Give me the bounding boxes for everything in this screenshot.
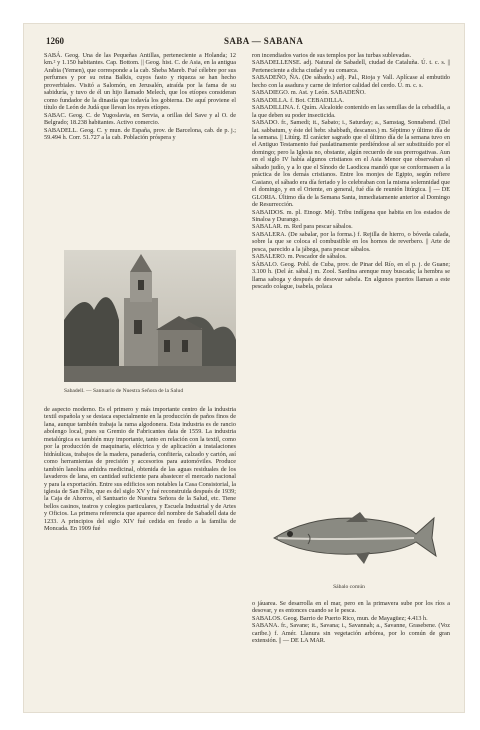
photo-caption: Sabadell. — Santuario de Nuestra Señora de la Salud (64, 388, 184, 392)
entry-sabadell: SABADELL. Geog. C. y mun. de España, prov. de Barcelona, cab. de p. j.; 59.494 h. Corr. 51.727 a la cab. Población próspera y (44, 126, 236, 141)
entry-sabana: SABANA. fr., Savane; it., Savana; i., Savannah; a., Savanne, Grasebene. (Voz caribe.) f. Amér. Llanura sin vegetación arbórea, por lo común de gran extensión. || — DE LA MAR. (252, 622, 450, 645)
church-image (64, 250, 236, 382)
book-page (24, 24, 464, 712)
left-column (44, 52, 236, 141)
page-number: 1260 (46, 36, 64, 46)
right-column (252, 52, 450, 291)
entry-sabac: SABAC. Geog. C. de Yugoslavia, en Servia, a orillas del Save y al O. de Belgrado; 18.238 habitantes. Activo comercio. (44, 111, 236, 127)
entry-continued: ron incendiados varios de sus templos por las turbas sublevadas. (252, 52, 412, 59)
entry-sabadillina: SABADILLINA. f. Quím. Alcaloide contenido en las semillas de la cebadilla, a la que deben su poder insecticida. (252, 104, 450, 119)
fish-caption: Sábalo común (333, 584, 365, 588)
left-column-continued (44, 406, 236, 533)
entry-sabalar: SABALAR. m. Red para pescar sábalos. (252, 223, 353, 231)
entry-sabalo-continued: o jáuarea. Se desarrolla en el mar, pero en la primavera sube por los ríos a desovar, y es entonces cuando se le pesca. (252, 600, 450, 615)
entry-saba: SABÁ. Geog. Una de las Pequeñas Antillas, perteneciente a Holanda; 12 km.² y 1.150 habitantes. Cap. Bottom. || Geog. hist. C. de Asia, en la antigua Arabia (Yemen), que corresponde a la cab. Sheba Mareb. Fué célebre por sus perfumes y por su reina Balkis, cuyos fasto y riqueza se han hecho proverbiales. Visitó a Salomón, en Jerusalén, atraída por la fama de su sabiduría, y tuvo de él un hijo llamado Melech, que los etíopes consideran como fundador de la dinastía que todavía los gobierna. De aquí proviene el título de León de Judá que llevan los reyes etíopes. (44, 52, 236, 112)
sabadell-photo (64, 250, 236, 392)
fish-illustration (256, 494, 442, 588)
entry-sabado: SABADO. fr., Samedi; it., Sabato; i., Saturday; a., Samstag, Sonnabend. (Del lat. sabbatum, y éste del hebr. shabbath, descanso.) m. Séptimo y último día de la semana. || Litúrg. El carácter sagrado que el último día de la semana tuvo en el Antiguo Testamento fué paulatinamente perdiéndose al ser substituído por el domingo; pero la Iglesia no, obstante, algún recuerdo de sus prerrogativas. Aun en el siglo IV había algunos cristianos en el Asia Menor que observaban el sábado judío, y a lo que el Sínodo de Laodicea mandó que se conformasen a la práctica de los demás cristianos. Entre los monjes de Egipto, según refiere Casiano, el sábado era día feriado y lo celebraban con la misma solemnidad que el domingo, y en el Oriente, en general, fué día de reunión litúrgica. || — DE GLORIA. Último día de la Semana Santa, inmediatamente anterior al Domingo de Resurrección. (252, 119, 450, 209)
entry-sabadeno: SABADEÑO, ÑA. (De sábado.) adj. Pal., Rioja y Vall. Aplícase al embutido hecho con la asadura y carne de inferior calidad del cerdo. Ú. m. c. s. (252, 74, 450, 89)
entry-sabadilla: SABADILLA. f. Bot. CEBADILLA. (252, 96, 344, 104)
entry-sabaidos: SABAIDOS. m. pl. Etnogr. Méj. Tribu indígena que habita en los estados de Sinaloa y Durango. (252, 208, 450, 223)
entry-sabalos: SABALOS. Geog. Barrio de Puerto Rico, mun. de Mayagüez; 4.413 h. (252, 614, 428, 622)
entry-sabadiego: SABADIEGO. m. Ast. y León. SABADEÑO. (252, 89, 366, 97)
right-column-continued (252, 600, 450, 645)
entry-sabalera: SABALERA. (De sabalar, por la forma.) f. Rejilla de hierro, o bóveda calada, sobre la que se coloca el combustible en los hornos de reverbero. || Arte de pesca, parecido a la jábega, para pescar sábalos. (252, 230, 450, 253)
page-header (46, 36, 446, 48)
entry-sabadell-continued: de aspecto moderno. Es el primero y más importante centro de la industria textil española y se destaca especialmente en la producción de paños finos de lana, aunque también trabaja la rama algodonera. Esta industria es de rancio abolengo local, pues su Gremio de Fabricantes data de 1559. La industria metalúrgica es también muy importante, tanto en relación con la textil, como por la producción de maquinaria, eléctrica y de aplicación a instalaciones hidráulicas, trabajos de la madera, panadería, confitería, calzado y cartón, así como herramientas de precisión y accesorios para automóviles. Produce también lanolina anhidra medicinal, obtenida de las aguas residuales de los lavaderos de lana, en cantidad suficiente para abastecer el mercado nacional y para la exportación. Entre sus edificios son notables la Casa Consistorial, la iglesia de San Félix, que es del siglo XV y fué reconstruida después de 1939; la Caja de Ahorros, el Santuario de Nuestra Señora de la Salud, etc. Tiene bellos casinos, teatros y colegios particulares, y Escuela Industrial y de Artes y Oficios. La primera referencia que aparece del nombre de Sabadell data de 1233. A principios del siglo XIV fué cedida en feudo a la familia de Moncada. En 1909 fué (44, 406, 236, 533)
entry-sabalo: SÁBALO. Geog. Pobl. de Cuba, prov. de Pinar del Río, en el p. j. de Guane; 3.100 h. (Del ár. sábal.) m. Zool. Sardina arenque muy buscada; la hembra se llama saboga y después de desovar sabela. En algunos puertos llaman a este pescado colague, isabela, polaca (252, 260, 450, 291)
shad-fish-image (256, 494, 442, 578)
running-title: SABA — SABANA (224, 36, 304, 46)
entry-sabadellense: SABADELLENSE. adj. Natural de Sabadell, ciudad de Cataluña. Ú. t. c. s. || Perteneciente a dicha ciudad y su comarca. (252, 59, 450, 74)
entry-sabalero: SABALERO. m. Pescador de sábalos. (252, 253, 347, 261)
